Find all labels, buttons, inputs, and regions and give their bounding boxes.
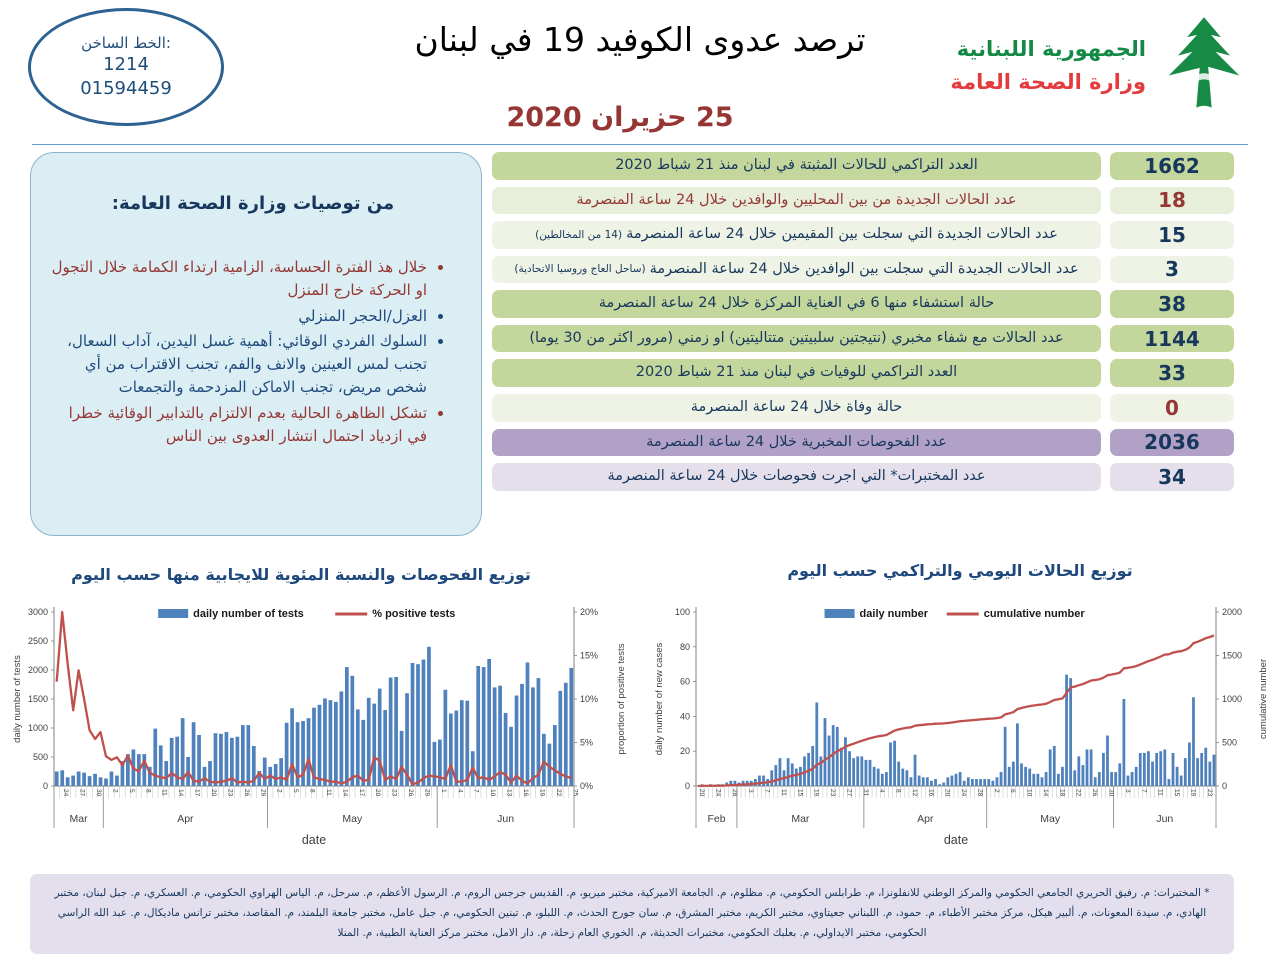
tests-chart-yright-label: proportion of positive tests — [616, 643, 627, 755]
svg-text:2000: 2000 — [1222, 607, 1243, 617]
footnote-text: * المختبرات: م. رفيق الحريري الجامعي الحكومي والمركز الوطني للانفلونزا، م. طرابلس الحكومي، م. مظلوم، م. الجامعة الاميركية، مختبر ميريو، م. القديس جرجس الروم، م. الرسول الأعظم، م. سرحل، م. الياس الهراوي الحكومي، م. العسكري، م. جبل لبنان، مختبر الهادي، م. سيدة المعونات، م. ألبير هيكل، مركز مختبر الأطباء، م. حمود، م. اللبناني جعيتاوي، مختبر الكريم، مختبر المشرق، م. سان جورج الحدث، م. اللبلو، م. تبنين الحكومي، م. جبل عامل، مختبر جامعة البلمند، م. المقاصد، مختبر ترانس ماديكال، م. عبد الله الراسي الحكومي، مختبر الايداولي، م. بعلبك الحكومي، مختبرات الحديثة، م. الخوري العام زحلة، م. دار الامل، مختبر مركز العناية الطبية، م. المنلا — [54, 887, 1210, 939]
svg-text:27: 27 — [78, 789, 86, 797]
stat-label: حالة استشفاء منها 6 في العناية المركزة خلال 24 ساعة المنصرمة — [492, 290, 1101, 318]
svg-text:80: 80 — [679, 641, 690, 652]
svg-text:26: 26 — [407, 789, 415, 797]
svg-text:Apr: Apr — [177, 813, 194, 825]
cases-chart-title: توزيع الحالات اليومي والتراكمي حسب اليوم — [787, 561, 1133, 580]
stat-row — [492, 290, 1234, 318]
stat-row — [492, 256, 1234, 284]
tests-chart-svg — [8, 596, 632, 866]
svg-text:26: 26 — [242, 789, 250, 797]
svg-text:8: 8 — [308, 789, 316, 793]
svg-text:27: 27 — [845, 789, 853, 797]
svg-text:500: 500 — [32, 752, 48, 762]
cases-chart-bars — [701, 675, 1216, 786]
recommendations-list — [51, 256, 449, 448]
stat-label: عدد المختبرات* التي اجرت فحوصات خلال 24 ساعة المنصرمة — [492, 463, 1101, 491]
cases-chart-yright-label: cumulative number — [1258, 658, 1269, 740]
cases-chart-yleft-label: daily number of new cases — [654, 642, 665, 756]
svg-text:8: 8 — [894, 789, 902, 793]
svg-text:3000: 3000 — [27, 607, 48, 617]
svg-text:14: 14 — [177, 789, 185, 797]
svg-text:29: 29 — [423, 789, 431, 797]
svg-text:25: 25 — [571, 789, 579, 797]
svg-text:daily number of tests: daily number of tests — [193, 608, 304, 620]
recommendation-item: • السلوك الفردي الوقائي: أهمية غسل اليدين، آداب السعال، تجنب لمس العينين والانف والفم، تجنب الاقتراب من أي شخص مريض، تجنب الاماكن المزدحمة والتجمعات — [51, 330, 427, 400]
svg-text:11: 11 — [779, 789, 787, 796]
svg-text:30: 30 — [1107, 789, 1115, 797]
svg-text:2000: 2000 — [27, 665, 48, 675]
svg-text:16: 16 — [522, 789, 529, 797]
svg-text:5: 5 — [292, 789, 300, 793]
hotline-number-long: 01594459 — [80, 78, 172, 100]
header-divider — [32, 144, 1248, 145]
stat-value: 1662 — [1110, 152, 1234, 180]
ministry-logo — [950, 14, 1250, 118]
svg-text:20%: 20% — [580, 607, 599, 617]
svg-text:14: 14 — [1042, 789, 1049, 797]
svg-text:23: 23 — [390, 789, 398, 797]
svg-text:Mar: Mar — [69, 813, 88, 825]
stat-note: (14 من المخالطين) — [535, 228, 623, 241]
hotline-label: الخط الساخن: — [81, 33, 171, 52]
svg-text:1000: 1000 — [1222, 694, 1243, 704]
svg-text:14: 14 — [341, 789, 349, 797]
stat-value: 18 — [1110, 187, 1234, 215]
svg-text:Apr: Apr — [917, 813, 934, 825]
stat-row — [492, 463, 1234, 491]
stat-value: 3 — [1110, 256, 1234, 284]
report-date: 25 حزيران 2020 — [506, 102, 734, 133]
svg-text:19: 19 — [538, 789, 546, 797]
svg-text:2500: 2500 — [27, 636, 48, 646]
stat-value: 38 — [1110, 290, 1234, 318]
ministry-name-block — [950, 33, 1146, 98]
stat-value: 1144 — [1110, 325, 1234, 353]
svg-text:20: 20 — [374, 789, 382, 797]
svg-text:1500: 1500 — [27, 694, 48, 704]
recommendations-title: من توصيات وزارة الصحة العامة: — [111, 193, 395, 214]
report-title: ترصد عدوى الكوفيد 19 في لبنان — [414, 20, 866, 59]
stat-label: عدد الحالات الجديدة التي سجلت بين الوافدين خلال 24 ساعة المنصرمة (ساحل العاج وروسيا الاتحادية) — [492, 256, 1101, 284]
ministry-republic-label: الجمهورية اللبنانية — [956, 37, 1146, 62]
svg-text:22: 22 — [554, 789, 562, 797]
cases-chart-svg — [650, 596, 1274, 866]
hotline-number-short: 1214 — [103, 53, 149, 75]
svg-text:28: 28 — [730, 789, 738, 797]
stat-label: عدد الحالات الجديدة التي سجلت بين المقيمين خلال 24 ساعة المنصرمة (14 من المخالطين) — [492, 221, 1101, 249]
svg-text:23: 23 — [1205, 789, 1213, 797]
tests-chart-legend — [158, 608, 455, 620]
svg-text:0%: 0% — [580, 781, 594, 791]
tests-chart-yleft-label: daily number of tests — [12, 655, 23, 743]
stat-value: 2036 — [1110, 429, 1234, 457]
svg-text:15: 15 — [796, 789, 804, 797]
svg-text:7: 7 — [472, 789, 480, 793]
svg-text:0: 0 — [1222, 781, 1228, 791]
svg-text:16: 16 — [927, 789, 935, 797]
svg-text:3: 3 — [1123, 789, 1131, 793]
svg-text:6: 6 — [1009, 789, 1017, 793]
svg-text:40: 40 — [679, 711, 690, 722]
svg-text:Jun: Jun — [497, 813, 515, 825]
svg-text:4: 4 — [878, 789, 886, 793]
svg-text:5%: 5% — [580, 737, 594, 748]
svg-text:May: May — [342, 813, 363, 825]
svg-text:15: 15 — [1173, 789, 1180, 797]
svg-text:11: 11 — [324, 789, 332, 796]
svg-text:1: 1 — [439, 789, 447, 793]
stats-table — [492, 152, 1234, 491]
svg-text:23: 23 — [226, 789, 234, 797]
cases-chart-line — [698, 635, 1214, 786]
svg-text:20: 20 — [210, 789, 217, 797]
stat-label: العدد التراكمي للوفيات في لبنان منذ 21 شباط 2020 — [492, 359, 1101, 387]
svg-text:cumulative number: cumulative number — [983, 608, 1085, 620]
cases-chart — [650, 596, 1274, 866]
stat-value: 15 — [1110, 221, 1234, 249]
recommendation-item: • العزل/الحجر المنزلي — [51, 305, 427, 328]
stat-label: عدد الحالات مع شفاء مخبري (نتيجتين سلبيتين متتاليتين) او زمني (مرور اكثر من 30 يوما) — [492, 325, 1101, 353]
stat-row — [492, 221, 1234, 249]
svg-text:29: 29 — [259, 789, 267, 797]
svg-text:12: 12 — [911, 789, 918, 797]
svg-text:8: 8 — [144, 789, 152, 793]
svg-text:24: 24 — [714, 789, 722, 797]
svg-text:24: 24 — [62, 789, 70, 797]
svg-text:500: 500 — [1222, 737, 1238, 748]
svg-text:4: 4 — [456, 789, 464, 793]
svg-text:15%: 15% — [580, 650, 599, 661]
svg-text:2: 2 — [992, 789, 1000, 793]
stat-label: عدد الفحوصات المخبرية خلال 24 ساعة المنصرمة — [492, 429, 1101, 457]
svg-text:19: 19 — [812, 789, 820, 797]
svg-text:18: 18 — [1058, 789, 1066, 797]
svg-text:May: May — [1040, 813, 1061, 825]
cedar-logo-icon — [1158, 14, 1250, 118]
svg-text:5: 5 — [127, 789, 135, 793]
svg-text:19: 19 — [1189, 789, 1197, 797]
svg-text:1500: 1500 — [1222, 650, 1243, 661]
tests-chart-title: توزيع الفحوصات والنسبة المئوية للايجابية منها حسب اليوم — [71, 565, 531, 584]
svg-text:17: 17 — [193, 789, 201, 797]
svg-text:20: 20 — [679, 746, 690, 757]
ministry-health-label: وزارة الصحة العامة — [950, 70, 1146, 94]
svg-text:7: 7 — [1140, 789, 1148, 793]
svg-text:2: 2 — [275, 789, 283, 793]
svg-text:3: 3 — [747, 789, 755, 793]
recommendation-item: • تشكل الظاهرة الحالية بعدم الالتزام بالتدابير الوقائية خطرا في ازدياد احتمال انتشار العدوى بين الناس — [51, 402, 427, 449]
svg-text:Mar: Mar — [791, 813, 810, 825]
svg-text:100: 100 — [674, 607, 690, 617]
stat-label: حالة وفاة خلال 24 ساعة المنصرمة — [492, 394, 1101, 422]
svg-text:30: 30 — [95, 789, 103, 797]
svg-text:10: 10 — [489, 789, 497, 797]
svg-text:0: 0 — [684, 781, 690, 791]
cases-chart-legend — [825, 608, 1086, 620]
svg-text:date: date — [943, 833, 969, 847]
stat-value: 33 — [1110, 359, 1234, 387]
stat-value: 0 — [1110, 394, 1234, 422]
svg-text:20: 20 — [943, 789, 951, 797]
svg-text:22: 22 — [1074, 789, 1082, 797]
svg-text:24: 24 — [960, 789, 968, 797]
footnote-band — [30, 874, 1234, 954]
svg-text:60: 60 — [679, 676, 690, 687]
svg-text:20: 20 — [698, 789, 705, 797]
stat-label: عدد الحالات الجديدة من بين المحليين والوافدين خلال 24 ساعة المنصرمة — [492, 187, 1101, 215]
stat-row — [492, 359, 1234, 387]
tests-chart — [8, 596, 632, 866]
svg-text:date: date — [301, 833, 327, 847]
svg-text:daily number: daily number — [859, 608, 929, 620]
svg-text:Jun: Jun — [1156, 813, 1174, 825]
stat-value: 34 — [1110, 463, 1234, 491]
svg-text:31: 31 — [861, 789, 869, 797]
svg-text:1000: 1000 — [27, 723, 48, 733]
stat-row — [492, 325, 1234, 353]
stat-note: (ساحل العاج وروسيا الاتحادية) — [514, 263, 646, 276]
svg-text:11: 11 — [160, 789, 168, 796]
svg-text:0: 0 — [42, 781, 48, 791]
svg-text:Feb: Feb — [707, 813, 726, 825]
svg-text:13: 13 — [505, 789, 513, 797]
svg-text:7: 7 — [763, 789, 771, 793]
stat-label: العدد التراكمي للحالات المثبتة في لبنان منذ 21 شباط 2020 — [492, 152, 1101, 180]
svg-text:17: 17 — [357, 789, 365, 797]
svg-text:10: 10 — [1025, 789, 1033, 797]
stat-row — [492, 394, 1234, 422]
svg-text:2: 2 — [111, 789, 119, 793]
stat-row — [492, 429, 1234, 457]
svg-text:23: 23 — [829, 789, 837, 797]
svg-text:10%: 10% — [580, 694, 599, 704]
stat-row — [492, 187, 1234, 215]
svg-text:26: 26 — [1091, 789, 1099, 797]
recommendations-panel — [30, 152, 482, 536]
stat-row — [492, 152, 1234, 180]
recommendation-item: • خلال هذ الفترة الحساسة، الزامية ارتداء الكمامة خلال التجول او الحركة خارج المنزل — [51, 256, 427, 303]
svg-text:% positive tests: % positive tests — [372, 608, 456, 620]
svg-text:11: 11 — [1156, 789, 1164, 796]
svg-text:28: 28 — [976, 789, 984, 797]
